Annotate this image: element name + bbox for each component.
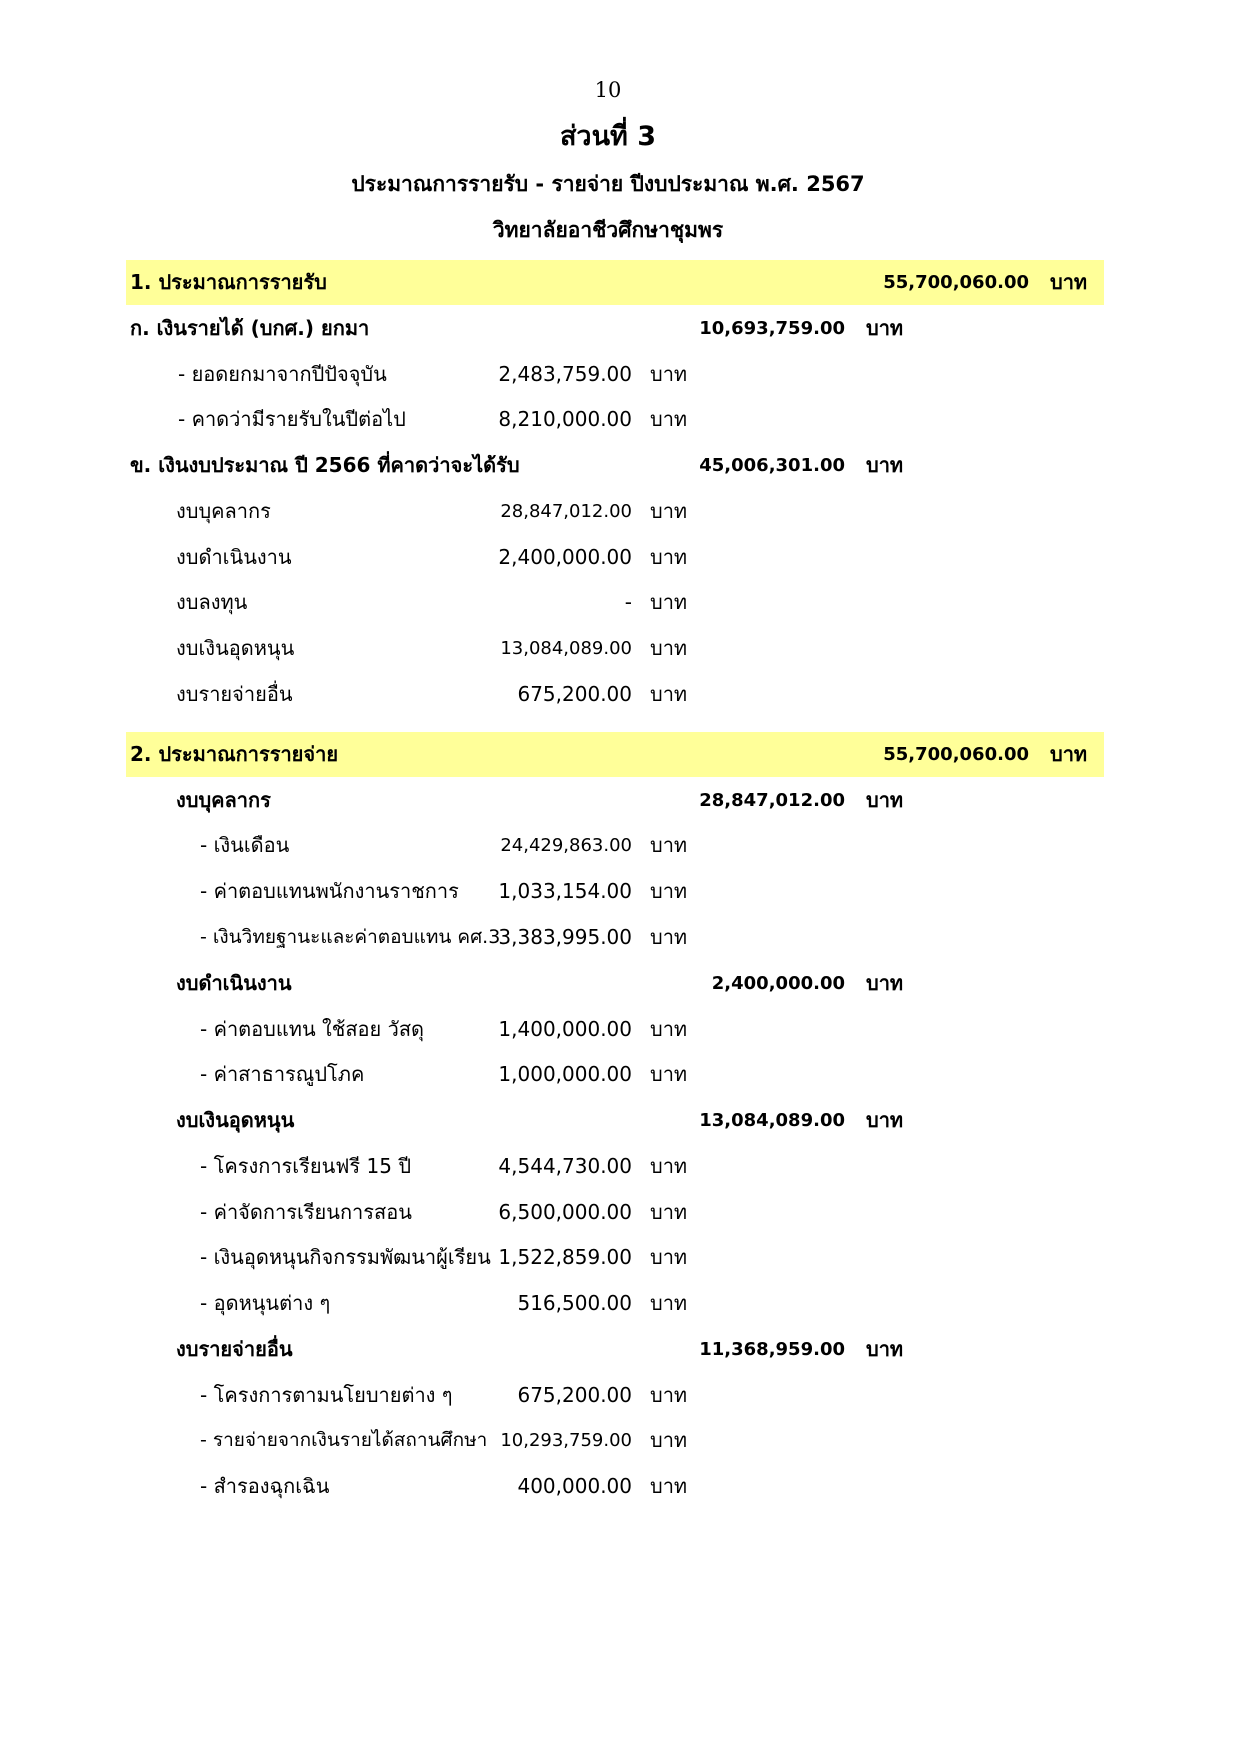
unit-label: บาท — [650, 1154, 688, 1178]
expense-operating-amount: 2,400,000.00 — [711, 973, 845, 994]
unit-label: บาท — [1050, 742, 1088, 766]
unit-label: บาท — [650, 1245, 688, 1269]
unit-label: บาท — [650, 1017, 688, 1041]
unit-label: บาท — [866, 788, 904, 812]
list-item — [0, 1007, 1240, 1052]
unit-label: บาท — [650, 1428, 688, 1452]
list-item — [0, 823, 1240, 868]
unit-label: บาท — [866, 1337, 904, 1361]
list-item — [0, 352, 1240, 397]
item-amount: 10,293,759.00 — [500, 1430, 632, 1451]
item-label: - ค่าตอบแทน ใช้สอย วัสดุ — [200, 1017, 425, 1041]
item-label: งบเงินอุดหนุน — [176, 636, 295, 660]
list-item — [0, 1190, 1240, 1235]
list-item — [0, 1281, 1240, 1326]
item-label: งบบุคลากร — [176, 499, 271, 523]
item-amount: - — [624, 590, 632, 614]
unit-label: บาท — [650, 636, 688, 660]
unit-label: บาท — [650, 407, 688, 431]
expense-operating-label: งบดำเนินงาน — [176, 971, 292, 995]
item-amount: 675,200.00 — [517, 682, 632, 706]
item-amount: 1,000,000.00 — [498, 1062, 632, 1086]
item-label: - อุดหนุนต่าง ๆ — [200, 1291, 331, 1315]
item-amount: 2,400,000.00 — [498, 545, 632, 569]
item-label: - ค่าสาธารณูปโภค — [200, 1062, 365, 1086]
list-item — [0, 489, 1240, 534]
list-item — [0, 1373, 1240, 1418]
item-amount: 13,084,089.00 — [500, 638, 632, 659]
list-item — [0, 1235, 1240, 1280]
list-item — [0, 580, 1240, 625]
item-label: - สำรองฉุกเฉิน — [200, 1474, 330, 1498]
unit-label: บาท — [650, 545, 688, 569]
income-group-b-label: ข. เงินงบประมาณ ปี 2566 ที่คาดว่าจะได้รับ — [130, 453, 520, 477]
item-amount: 2,483,759.00 — [498, 362, 632, 386]
item-label: - โครงการเรียนฟรี 15 ปี — [200, 1154, 412, 1178]
unit-label: บาท — [650, 833, 688, 857]
item-label: งบลงทุน — [176, 590, 248, 614]
income-group-b-amount: 45,006,301.00 — [699, 455, 845, 476]
item-label: - เงินอุดหนุนกิจกรรมพัฒนาผู้เรียน — [200, 1245, 491, 1269]
page-number: 10 — [594, 78, 622, 102]
item-label: งบรายจ่ายอื่น — [176, 682, 293, 706]
item-amount: 1,033,154.00 — [498, 879, 632, 903]
list-item — [0, 535, 1240, 580]
unit-label: บาท — [866, 1108, 904, 1132]
item-label: - รายจ่ายจากเงินรายได้สถานศึกษา — [200, 1429, 488, 1451]
list-item — [0, 672, 1240, 717]
item-label: - ยอดยกมาจากปีปัจจุบัน — [178, 362, 387, 386]
item-amount: 516,500.00 — [517, 1291, 632, 1315]
item-amount: 6,500,000.00 — [498, 1200, 632, 1224]
item-label: งบดำเนินงาน — [176, 545, 292, 569]
unit-label: บาท — [650, 1474, 688, 1498]
expense-total: 55,700,060.00 — [883, 744, 1029, 765]
part-title: ส่วนที่ 3 — [559, 121, 657, 152]
expense-personnel-row — [0, 778, 1240, 823]
unit-label: บาท — [650, 1383, 688, 1407]
unit-label: บาท — [650, 879, 688, 903]
unit-label: บาท — [650, 1062, 688, 1086]
item-label: - เงินเดือน — [200, 833, 290, 857]
unit-label: บาท — [650, 362, 688, 386]
income-group-b-row — [0, 443, 1240, 488]
list-item — [0, 397, 1240, 442]
unit-label: บาท — [866, 453, 904, 477]
income-group-a-label: ก. เงินรายได้ (บกศ.) ยกมา — [130, 316, 370, 340]
expense-other-row — [0, 1327, 1240, 1372]
expense-operating-row — [0, 961, 1240, 1006]
unit-label: บาท — [650, 1291, 688, 1315]
organization-title: วิทยาลัยอาชีวศึกษาชุมพร — [492, 218, 724, 242]
document-title: ประมาณการรายรับ - รายจ่าย ปีงบประมาณ พ.ศ. 2567 — [351, 172, 865, 196]
item-amount: 1,400,000.00 — [498, 1017, 632, 1041]
unit-label: บาท — [866, 316, 904, 340]
item-amount: 24,429,863.00 — [500, 835, 632, 856]
expense-subsidy-label: งบเงินอุดหนุน — [176, 1108, 295, 1132]
unit-label: บาท — [866, 971, 904, 995]
list-item — [0, 1464, 1240, 1509]
item-amount: 1,522,859.00 — [498, 1245, 632, 1269]
list-item — [0, 1418, 1240, 1463]
income-heading-row — [0, 260, 1240, 305]
income-heading: 1. ประมาณการรายรับ — [130, 270, 327, 294]
list-item — [0, 1144, 1240, 1189]
item-label: - โครงการตามนโยบายต่าง ๆ — [200, 1383, 453, 1407]
expense-subsidy-row — [0, 1098, 1240, 1143]
income-total: 55,700,060.00 — [883, 272, 1029, 293]
item-amount: 400,000.00 — [517, 1474, 632, 1498]
unit-label: บาท — [1050, 270, 1088, 294]
unit-label: บาท — [650, 499, 688, 523]
list-item — [0, 915, 1240, 960]
income-group-a-row — [0, 306, 1240, 351]
item-amount: 3,383,995.00 — [498, 925, 632, 949]
item-amount: 8,210,000.00 — [498, 407, 632, 431]
unit-label: บาท — [650, 590, 688, 614]
income-group-a-amount: 10,693,759.00 — [699, 318, 845, 339]
expense-other-amount: 11,368,959.00 — [699, 1339, 845, 1360]
expense-heading-row — [0, 732, 1240, 777]
item-amount: 28,847,012.00 — [500, 501, 632, 522]
expense-heading: 2. ประมาณการรายจ่าย — [130, 742, 339, 766]
expense-personnel-amount: 28,847,012.00 — [699, 790, 845, 811]
list-item — [0, 1052, 1240, 1097]
unit-label: บาท — [650, 682, 688, 706]
expense-other-label: งบรายจ่ายอื่น — [176, 1337, 293, 1361]
expense-subsidy-amount: 13,084,089.00 — [699, 1110, 845, 1131]
item-label: - เงินวิทยฐานะและค่าตอบแทน คศ.3 — [200, 926, 501, 948]
list-item — [0, 869, 1240, 914]
expense-personnel-label: งบบุคลากร — [176, 788, 271, 812]
item-amount: 675,200.00 — [517, 1383, 632, 1407]
item-amount: 4,544,730.00 — [498, 1154, 632, 1178]
item-label: - ค่าตอบแทนพนักงานราชการ — [200, 879, 459, 903]
unit-label: บาท — [650, 925, 688, 949]
item-label: - ค่าจัดการเรียนการสอน — [200, 1200, 412, 1224]
unit-label: บาท — [650, 1200, 688, 1224]
item-label: - คาดว่ามีรายรับในปีต่อไป — [178, 407, 406, 431]
list-item — [0, 626, 1240, 671]
